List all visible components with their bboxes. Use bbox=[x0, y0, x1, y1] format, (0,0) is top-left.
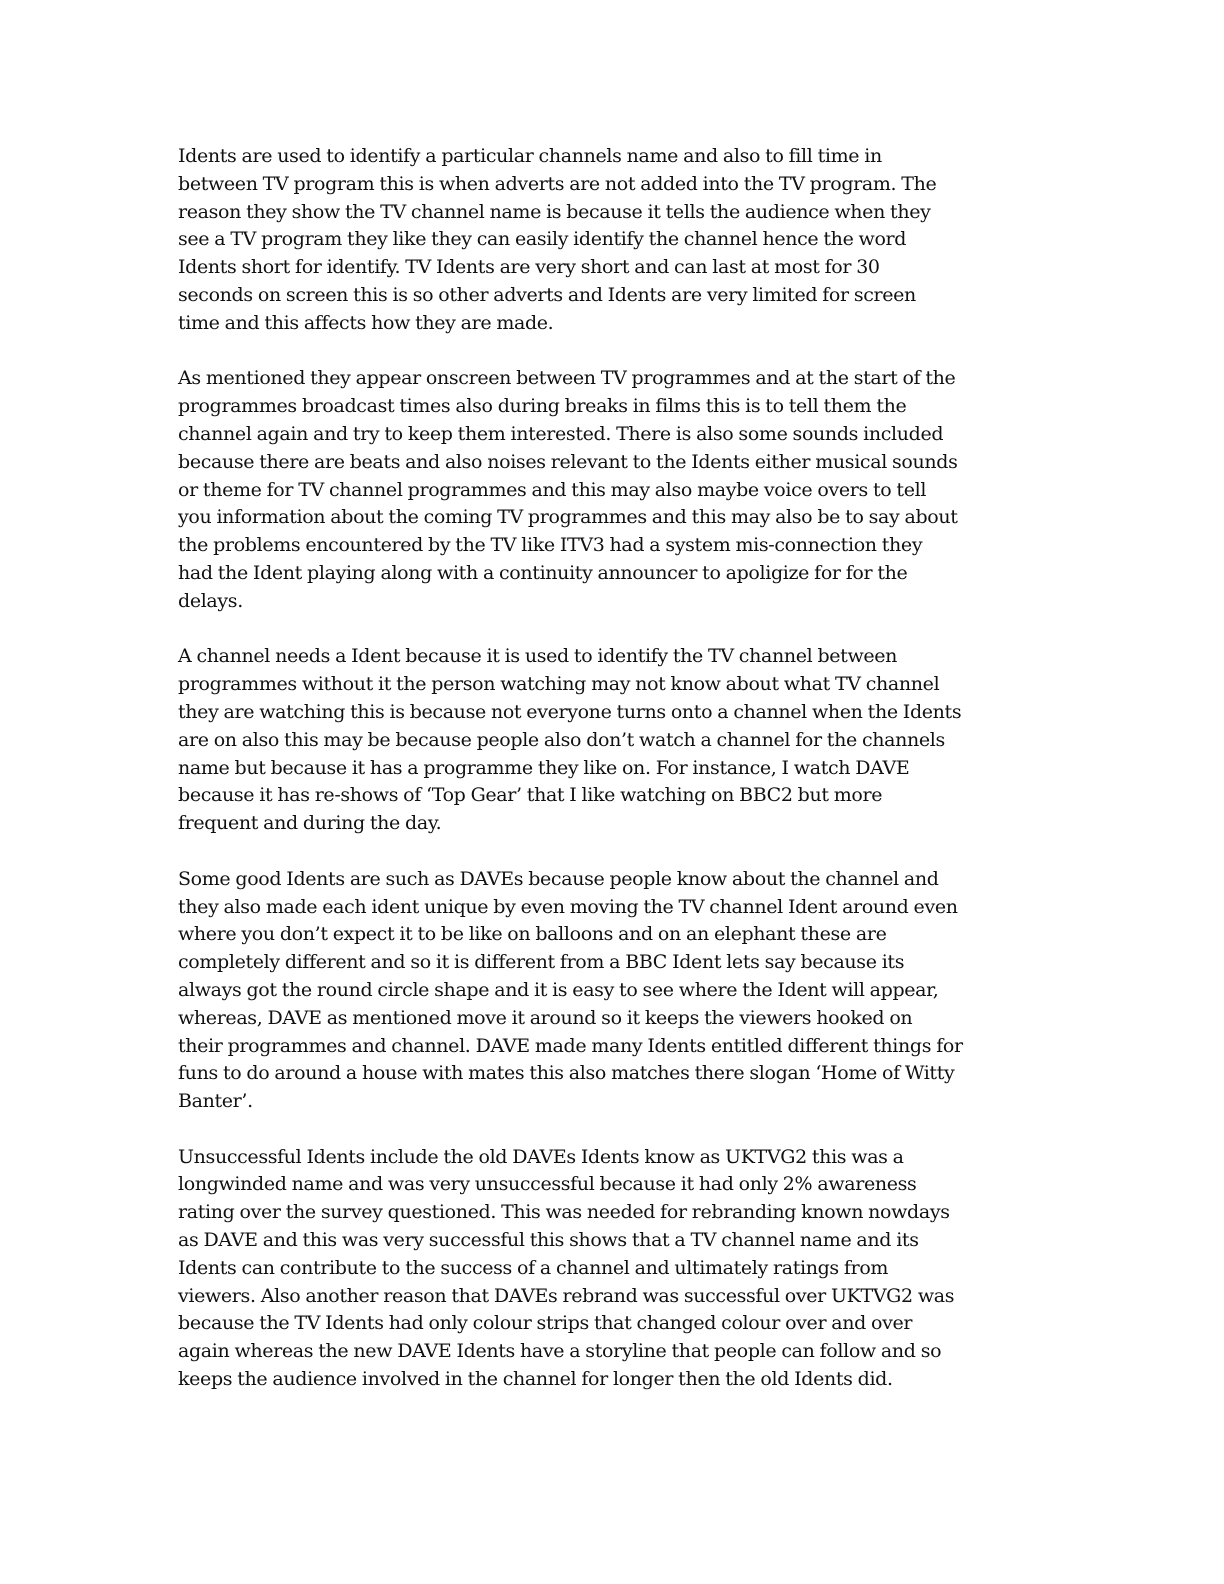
text-line: Banter’. bbox=[178, 1090, 253, 1113]
text-line: reason they show the TV channel name is because it tells the audience when they bbox=[178, 200, 931, 223]
paragraph-3 bbox=[178, 643, 1048, 838]
text-line: had the Ident playing along with a continuity announcer to apoligize for for the bbox=[178, 561, 908, 584]
text-line: viewers. Also another reason that DAVEs rebrand was successful over UKTVG2 was bbox=[178, 1284, 955, 1307]
text-line: always got the round circle shape and it is easy to see where the Ident will appear, bbox=[178, 978, 939, 1001]
text-line: Unsuccessful Idents include the old DAVEs Idents know as UKTVG2 this was a bbox=[178, 1145, 904, 1168]
text-line: Some good Idents are such as DAVEs because people know about the channel and bbox=[178, 867, 939, 890]
text-line: the problems encountered by the TV like ITV3 had a system mis-connection they bbox=[178, 534, 923, 557]
text-line: keeps the audience involved in the channel for longer then the old Idents did. bbox=[178, 1368, 893, 1391]
text-line: Idents short for identify. TV Idents are very short and can last at most for 30 bbox=[178, 256, 880, 279]
text-line: or theme for TV channel programmes and this may also maybe voice overs to tell bbox=[178, 478, 927, 501]
text-line: between TV program this is when adverts are not added into the TV program. The bbox=[178, 172, 937, 195]
text-line: Idents are used to identify a particular channels name and also to fill time in bbox=[178, 145, 882, 167]
text-line: again whereas the new DAVE Idents have a storyline that people can follow and so bbox=[178, 1340, 942, 1363]
paragraph-5 bbox=[178, 1144, 1048, 1394]
text-line: because there are beats and also noises relevant to the Idents either musical sounds bbox=[178, 450, 958, 473]
text-line: delays. bbox=[178, 589, 243, 612]
text-line: completely different and so it is different from a BBC Ident lets say because its bbox=[178, 951, 905, 974]
text-line: name but because it has a programme they like on. For instance, I watch DAVE bbox=[178, 756, 910, 779]
text-line: channel again and try to keep them interested. There is also some sounds included bbox=[178, 422, 944, 445]
text-line: A channel needs a Ident because it is used to identify the TV channel between bbox=[178, 645, 898, 668]
text-line: programmes without it the person watching may not know about what TV channel bbox=[178, 673, 940, 696]
text-line: frequent and during the day. bbox=[178, 812, 442, 835]
text-line: funs to do around a house with mates this also matches there slogan ‘Home of Witty bbox=[178, 1062, 955, 1085]
text-line: because it has re-shows of ‘Top Gear’ that I like watching on BBC2 but more bbox=[178, 784, 883, 807]
text-line: where you don’t expect it to be like on balloons and on an elephant these are bbox=[178, 923, 887, 946]
text-line: see a TV program they like they can easily identify the channel hence the word bbox=[178, 228, 907, 251]
text-line: as DAVE and this was very successful this shows that a TV channel name and its bbox=[178, 1229, 919, 1252]
text-line: As mentioned they appear onscreen between TV programmes and at the start of the bbox=[178, 367, 956, 390]
text-line: their programmes and channel. DAVE made many Idents entitled different things for bbox=[178, 1034, 963, 1057]
text-line: are on also this may be because people also don’t watch a channel for the channels bbox=[178, 728, 945, 751]
text-line: Idents can contribute to the success of a channel and ultimately ratings from bbox=[178, 1256, 889, 1279]
paragraph-1 bbox=[178, 143, 1048, 338]
text-line: because the TV Idents had only colour strips that changed colour over and over bbox=[178, 1312, 913, 1335]
text-line: seconds on screen this is so other adverts and Idents are very limited for screen bbox=[178, 283, 916, 306]
paragraph-2 bbox=[178, 365, 1048, 615]
text-line: rating over the survey questioned. This was needed for rebranding known nowdays bbox=[178, 1201, 950, 1224]
text-line: they are watching this is because not everyone turns onto a channel when the Idents bbox=[178, 700, 962, 723]
paragraph-4 bbox=[178, 866, 1048, 1116]
text-line: whereas, DAVE as mentioned move it around so it keeps the viewers hooked on bbox=[178, 1006, 913, 1029]
text-line: they also made each ident unique by even moving the TV channel Ident around even bbox=[178, 895, 958, 918]
document-page bbox=[178, 143, 1048, 1422]
text-line: you information about the coming TV programmes and this may also be to say about bbox=[178, 506, 958, 529]
text-line: longwinded name and was very unsuccessful because it had only 2% awareness bbox=[178, 1173, 917, 1196]
text-line: time and this affects how they are made. bbox=[178, 311, 554, 334]
text-line: programmes broadcast times also during breaks in films this is to tell them the bbox=[178, 395, 907, 418]
